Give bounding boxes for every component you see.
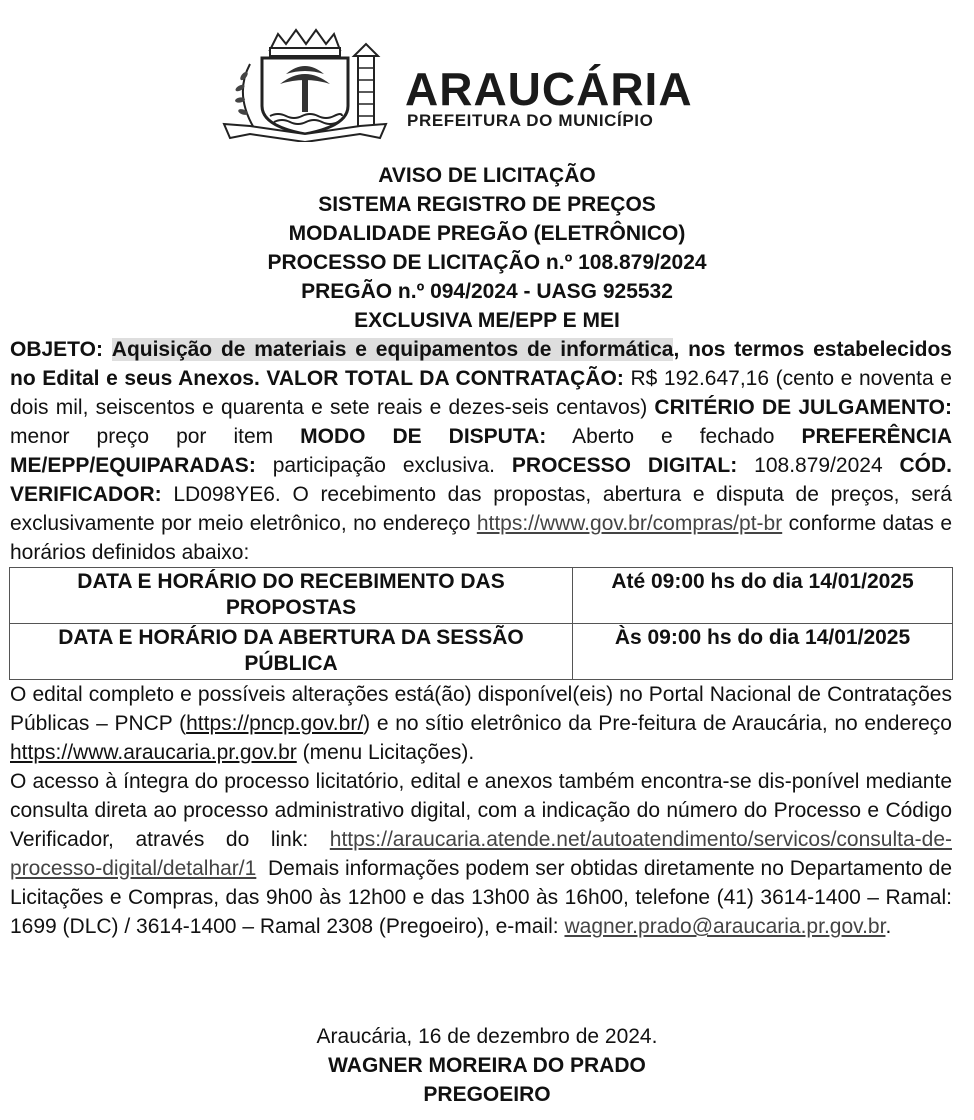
title-pregao: PREGÃO n.º 094/2024 - UASG 925532 (301, 280, 673, 303)
title-exclusiva: EXCLUSIVA ME/EPP E MEI (354, 309, 620, 332)
brand-subtitle: PREFEITURA DO MUNICÍPIO (407, 111, 654, 130)
pncp-link[interactable]: https://pncp.gov.br/ (186, 712, 364, 735)
table-cell-label: DATA E HORÁRIO DA ABERTURA DA SESSÃO PÚBLICA (10, 624, 573, 680)
recebimento-rest: conforme datas e horários definidos abaixo: (10, 512, 952, 564)
email-link[interactable]: wagner.prado@araucaria.pr.gov.br (564, 915, 886, 938)
edital-paragraph (10, 680, 952, 767)
acesso-paragraph (10, 767, 952, 941)
compras-link[interactable]: https://www.gov.br/compras/pt-br (476, 512, 783, 535)
signature-block (0, 1022, 974, 1109)
valor-label: VALOR TOTAL DA CONTRATAÇÃO: (266, 367, 624, 390)
recebimento-text: O recebimento das propostas, abertura e disputa de preços, será exclusivamente por meio eletrônico, no endereço (10, 483, 952, 535)
preferencia-text: participação exclusiva. (272, 454, 496, 477)
preferencia-label: PREFERÊNCIA ME/EPP/EQUIPARADAS: (10, 425, 952, 477)
municipal-crest-logo (220, 28, 390, 142)
objeto-rest: , nos termos estabelecidos no Edital e seus Anexos. (10, 338, 952, 390)
processo-digital-link[interactable]: https://araucaria.atende.net/autoatendimento/servicos/consulta-de-processo-digital/detalhar/1 (10, 828, 952, 880)
acesso-end: . (885, 915, 892, 938)
table-cell-value: Às 09:00 hs do dia 14/01/2025 (573, 624, 953, 680)
brand-name: ARAUCÁRIA (405, 63, 693, 115)
title-aviso: AVISO DE LICITAÇÃO (378, 164, 596, 187)
araucaria-site-link[interactable]: https://www.araucaria.pr.gov.br (10, 741, 297, 764)
processo-digital-text: 108.879/2024 (754, 454, 883, 477)
title-processo: PROCESSO DE LICITAÇÃO n.º 108.879/2024 (267, 251, 707, 274)
title-sistema: SISTEMA REGISTRO DE PREÇOS (318, 193, 656, 216)
acesso-text-b: Demais informações podem ser obtidas diretamente no Departamento de Licitações e Compras, das 9h00 às 12h00 e das 13h00 às 16h00, telefone (41) 3614-1400 – Ramal: 1699 (DLC) / 3614-1400 – Ramal 2308 (Pregoeiro), e-mail: (10, 857, 953, 938)
valor-text: R$ 192.647,16 (cento e noventa e dois mil, seiscentos e quarenta e sete reais e dezes-seis centavos) (10, 367, 952, 419)
title-modalidade: MODALIDADE PREGÃO (ELETRÔNICO) (288, 222, 686, 245)
modo-label: MODO DE DISPUTA: (300, 425, 547, 448)
notice-body (10, 335, 952, 941)
edital-text-b: ) e no sítio eletrônico da Pre-feitura de Araucária, no endereço (363, 712, 952, 735)
edital-text-a: O edital completo e possíveis alterações está(ão) disponível(eis) no Portal Nacional de Contratações Públicas – PNCP ( (10, 683, 952, 735)
table-row (10, 568, 953, 624)
edital-text-c: (menu Licitações). (302, 741, 475, 764)
place-date: Araucária, 16 de dezembro de 2024. (316, 1025, 658, 1048)
criterio-text: menor preço por item (10, 425, 274, 448)
brand (405, 63, 693, 130)
header (0, 28, 974, 146)
processo-digital-label: PROCESSO DIGITAL: (511, 454, 738, 477)
signer-name: WAGNER MOREIRA DO PRADO (328, 1054, 646, 1077)
table-cell-value: Até 09:00 hs do dia 14/01/2025 (573, 568, 953, 624)
notice-titles (0, 161, 974, 335)
modo-text: Aberto e fechado (572, 425, 775, 448)
table-cell-label: DATA E HORÁRIO DO RECEBIMENTO DAS PROPOSTAS (10, 568, 573, 624)
criterio-label: CRITÉRIO DE JULGAMENTO: (654, 396, 952, 419)
objeto-label: OBJETO: (10, 338, 103, 361)
dates-table (9, 567, 953, 680)
table-row (10, 624, 953, 680)
signer-role: PREGOEIRO (423, 1083, 551, 1106)
objeto-paragraph (10, 335, 952, 567)
codigo-verificador-text: LD098YE6. (173, 483, 281, 506)
acesso-text-a: O acesso à íntegra do processo licitatório, edital e anexos também encontra-se dis-ponível mediante consulta direta ao processo administrativo digital, com a indicação do número do Processo e Código Verificador, através do link: (10, 770, 952, 851)
codigo-verificador-label: CÓD. VERIFICADOR: (10, 454, 953, 506)
objeto-text: Aquisição de materiais e equipamentos de informática (111, 338, 674, 361)
